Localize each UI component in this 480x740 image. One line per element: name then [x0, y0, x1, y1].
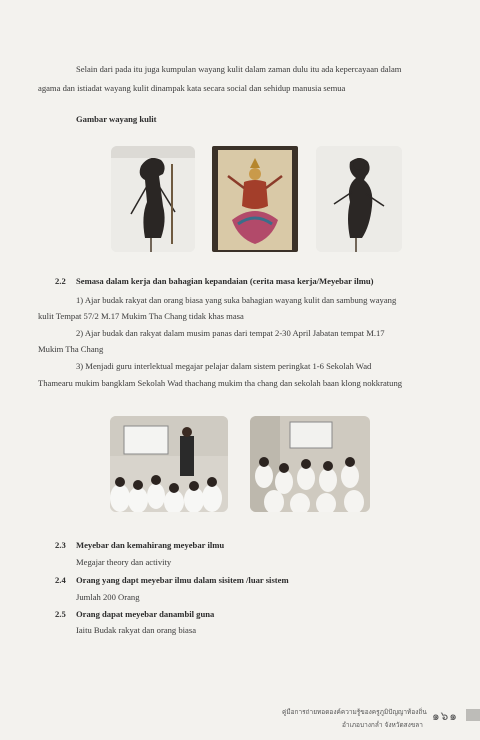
intro-line-2: agama dan istiadat wayang kulit dinampak kata secara social dan sehidup manusia semua — [38, 83, 346, 93]
item-1-line-2: kulit Tempat 57/2 M.17 Mukim Tha Chang tidak khas masa — [38, 311, 244, 321]
section-2-4-body: Jumlah 200 Orang — [76, 592, 140, 602]
intro-line-1: Selain dari pada itu juga kumpulan wayang kulit dalam zaman dulu itu ada kepercayaan dalam — [76, 64, 402, 74]
footer-tab-marker — [466, 709, 480, 721]
item-3-line-2: Thamearu mukim bangklam Sekolah Wad thachang mukim tha chang dan sekolah baan klong nokkratung — [38, 378, 403, 388]
section-2-5-number: 2.5 — [55, 609, 66, 619]
section-2-2-title: Semasa dalam kerja dan bahagian kepandaian (cerita masa kerja/Meyebar ilmu) — [76, 276, 374, 286]
section-2-3-title: Meyebar dan kemahirang meyebar ilmu — [76, 540, 225, 550]
section-2-3-body: Megajar theory dan activity — [76, 557, 172, 567]
section-2-4-number: 2.4 — [55, 575, 66, 585]
section-2-3-number: 2.3 — [55, 540, 66, 550]
shadow-puppet-photo-2 — [212, 146, 298, 252]
shadow-puppet-photo-3 — [316, 146, 402, 252]
footer-location: อำเภอบางกล่ำ จังหวัดสงขลา — [342, 721, 423, 729]
footer-book-title: คู่มือการถ่ายทอดองค์ความรู้ของครูภูมิปัญญาท้องถิ่น — [282, 708, 427, 716]
item-2-line-1: 2) Ajar budak dan rakyat dalam musim panas dari tempat 2-30 April Jabatan tempat M.17 — [76, 328, 385, 338]
classroom-photo-1 — [110, 416, 228, 512]
item-2-line-2: Mukim Tha Chang — [38, 344, 104, 354]
shadow-puppet-photo-1 — [111, 146, 195, 252]
section-2-4-title: Orang yang dapt meyebar ilmu dalam sisitem /luar sistem — [76, 575, 289, 585]
page-number: ๑๖๑ — [432, 709, 458, 723]
classroom-photo-2 — [250, 416, 370, 512]
section-2-2-number: 2.2 — [55, 276, 66, 286]
gallery-heading: Gambar wayang kulit — [76, 114, 157, 124]
item-1-line-1: 1) Ajar budak rakyat dan orang biasa yang suka bahagian wayang kulit dan sambung wayang — [76, 295, 397, 305]
section-2-5-title: Orang dapat meyebar danambil guna — [76, 609, 215, 619]
item-3-line-1: 3) Menjadi guru interlektual megajar pelajar dalam sistem peringkat 1-6 Sekolah Wad — [76, 361, 372, 371]
section-2-5-body: Iaitu Budak rakyat dan orang biasa — [76, 625, 197, 635]
